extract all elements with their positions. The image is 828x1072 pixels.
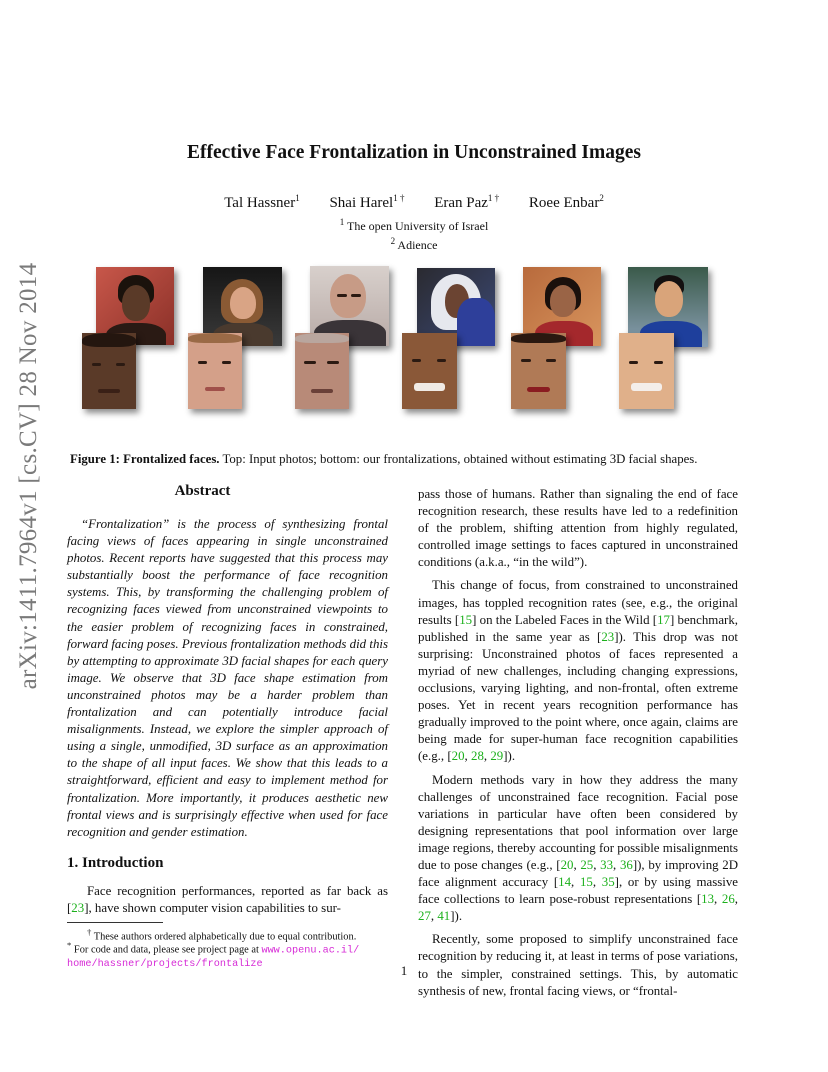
citation-link[interactable]: 20 [451,749,465,764]
author-list [0,193,828,212]
citation-link[interactable]: 20 [560,857,574,872]
citation-link[interactable]: 28 [471,749,484,764]
author: Roee Enbar$^2$ [528,193,604,211]
citation-link[interactable]: 23 [601,629,615,644]
page-number: 1 [400,963,408,978]
affiliation: $^1$ The open University of Israel [339,217,489,233]
figure-caption: Figure 1: Frontalized faces. Top: Input photos; bottom: our frontalizations, obtained without estimating 3D facial shapes. [70,452,698,466]
citation-link[interactable]: 17 [657,612,670,627]
citation-link[interactable]: 25 [580,857,594,872]
abstract-heading: Abstract [174,483,231,499]
author: Tal Hassner$^1$ [224,193,300,211]
citation-link[interactable]: 36 [619,857,633,872]
frontalized-face [619,333,674,409]
section-heading: 1. Introduction [67,855,164,871]
citation-link[interactable]: 13 [701,892,715,907]
affiliation: $^2$ Adience [390,236,438,252]
arxiv-identifier: arXiv:1411.7964v1 [cs.CV] 28 Nov 2014 [15,262,42,690]
citation-link[interactable]: 35 [601,875,615,890]
citation-link[interactable]: 15 [579,875,593,890]
project-url[interactable]: www.openu.ac.il/ [261,945,360,957]
citation-link[interactable]: 15 [459,612,473,627]
citation-link[interactable]: 29 [490,749,504,764]
paragraph: Modern methods vary in how they address the many challenges of unconstrained face recognition. Facial pose variations in particular have often been considered by designing representations that pool information over large image regions, thereby accounting for possible misalignments due to pose changes (e.g., [20, 25, 33, 36]), by improving 2D face alignment accuracy [14, 15, 35], or by using massive face collections to learn pose-robust representations [13, 26, 27, 41]). [418,772,739,924]
abstract-text: “Frontalization” is the process of synthesizing frontal facing views of faces appearing in single unconstrained photos. Recent reports have suggested that this process may substantially boost the performance of face recognition systems. This, by transforming the challenging problem of recognizing faces viewed from unconstrained viewpoints to the easier problem of recognizing faces in constrained, forward facing poses. Previous frontalization methods did this by attempting to approximate 3D facial shapes for each query image. We observe that 3D face shape estimation from unconstrained photos may be a harder problem than frontalization and can potentially introduce facial misalignments. Instead, we explore the simpler approach of using a single, unmodified, 3D surface as an approximation to the shape of all input faces. We show that this leads to a straightforward, efficient and easy to implement method for frontalization. More importantly, it produces aesthetic new frontal views and is surprisingly effective when used for face recognition and gender estimation. [67,517,388,839]
author: Shai Harel$^{1 \dagger}$ [329,193,405,211]
citation-link[interactable]: 23 [71,901,85,916]
citation-link[interactable]: 41 [437,909,451,924]
project-url[interactable]: home/hassner/projects/frontalize [67,959,263,971]
frontalized-face [82,333,136,409]
figure-label: Figure 1: Frontalized faces. [70,452,220,466]
footnote-code: * For code and data, please see project page at www.openu.ac.il/ home/hassner/projects/frontalize [67,940,360,971]
author: Eran Paz$^{1 \dagger}$ [434,193,500,211]
frontalized-face [295,333,349,409]
frontalized-face [188,333,242,409]
paragraph: pass those of humans. Rather than signaling the end of face recognition research, these results have led to a redefinition of the problem, shifting attention from highly regulated, controlled image settings to faces captured in unconstrained conditions (a.k.a., “in the wild”). [418,487,738,570]
paragraph: This change of focus, from constrained to unconstrained images, has toppled recognition rates (see, e.g., the original results [15] on the Labeled Faces in the Wild [17] benchmark, published in the same year as [23]). This drop was not surprising: Unconstrained photos of faces represented a myriad of new challenges, including changing expressions, occlusions, varying lighting, and non-frontal, often extreme poses. Yet in recent years recognition performance has gradually improved to the point where, once again, claims are being made for super-human face recognition capabilities (e.g., [20, 28, 29]). [418,578,739,764]
paragraph: Recently, some proposed to simplify unconstrained face recognition by reducing it, at least in terms of pose variations, to the simpler, constrained settings. This, by automatic synthesis of new, frontal facing views, or “frontal- [418,932,738,998]
frontalized-face [511,333,566,409]
frontalized-face [402,333,457,409]
right-column [418,486,738,1006]
footnote-dagger: † These authors ordered alphabetically due to equal contribution. [87,927,357,943]
citation-link[interactable]: 33 [600,857,614,872]
citation-link[interactable]: 27 [418,909,431,924]
citation-link[interactable]: 14 [558,875,572,890]
intro-paragraph: Face recognition performances, reported as far back as [23], have shown computer vision capabilities to sur- [67,884,388,916]
footnote-rule [67,922,163,923]
paper-title: Effective Face Frontalization in Unconstrained Images [186,142,642,163]
citation-link[interactable]: 26 [721,892,735,907]
